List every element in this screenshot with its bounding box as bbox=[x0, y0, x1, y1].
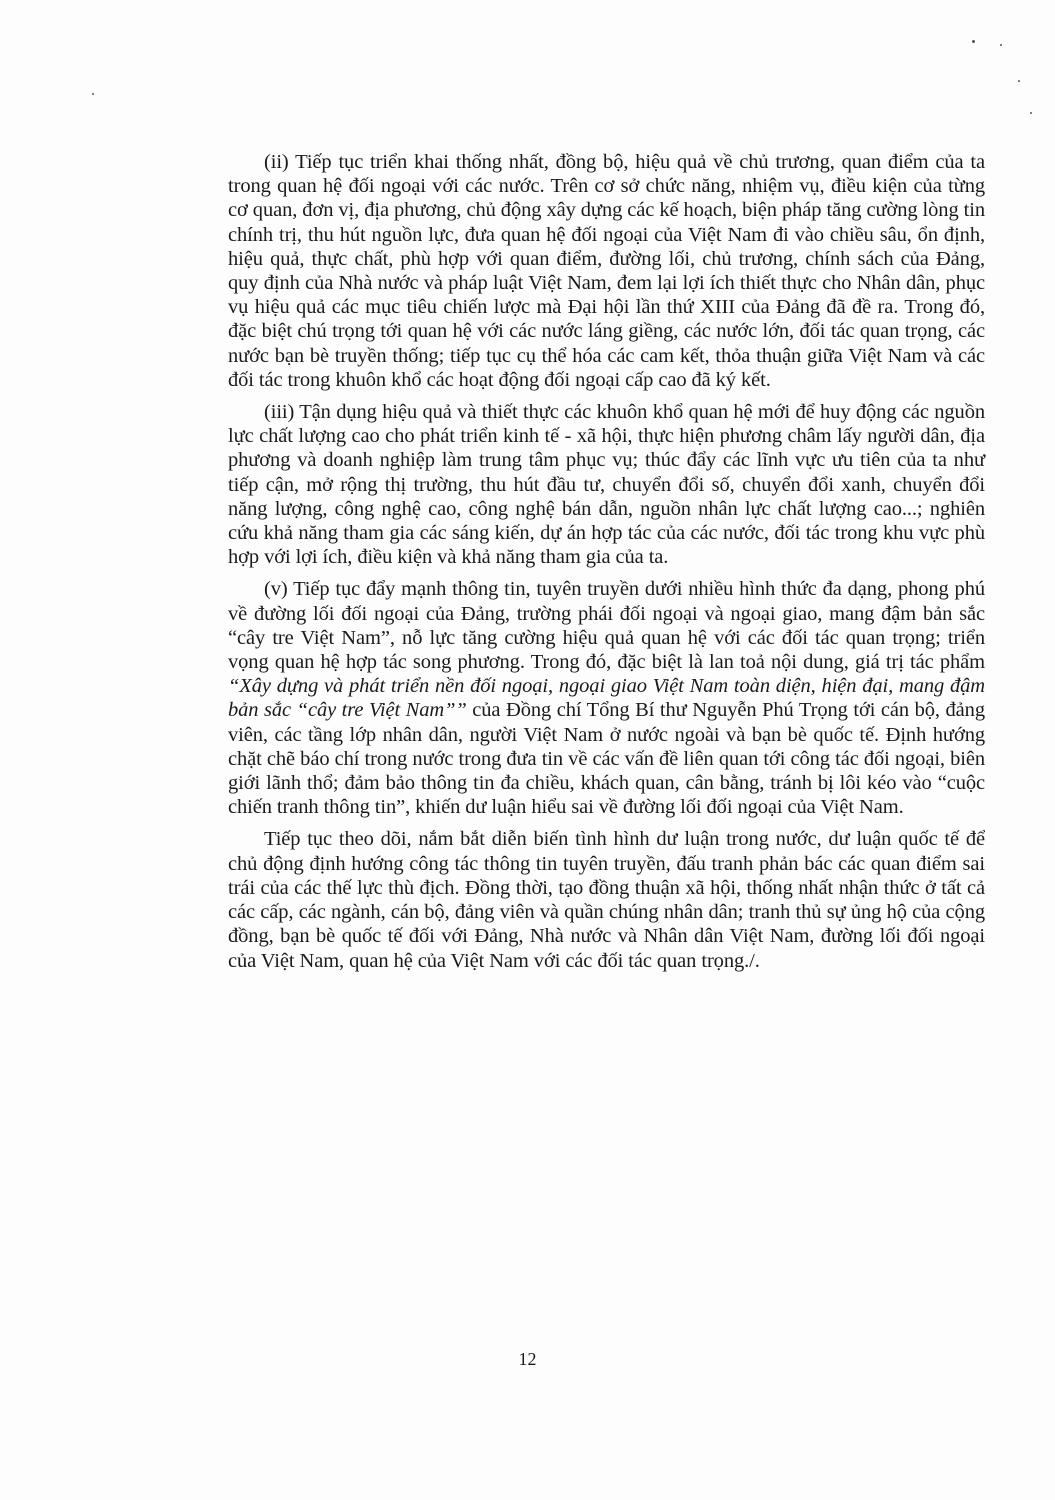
paragraph-ii: (ii) Tiếp tục triển khai thống nhất, đồng bộ, hiệu quả về chủ trương, quan điểm của ta trong quan hệ đối ngoại với các nước. Trên cơ sở chức năng, nhiệm vụ, điều kiện của từng cơ quan, đơn vị, địa phương, chủ động xây dựng các kế hoạch, biện pháp tăng cường lòng tin chính trị, thu hút nguồn lực, đưa quan hệ đối ngoại của Việt Nam đi vào chiều sâu, ổn định, hiệu quả, thực chất, phù hợp với quan điểm, đường lối, chủ trương, chính sách của Đảng, quy định của Nhà nước và pháp luật Việt Nam, đem lại lợi ích thiết thực cho Nhân dân, phục vụ hiệu quả các mục tiêu chiến lược mà Đại hội lần thứ XIII của Đảng đã đề ra. Trong đó, đặc biệt chú trọng tới quan hệ với các nước láng giềng, các nước lớn, đối tác quan trọng, các nước bạn bè truyền thống; tiếp tục cụ thể hóa các cam kết, thỏa thuận giữa Việt Nam và các đối tác trong khuôn khổ các hoạt động đối ngoại cấp cao đã ký kết. bbox=[228, 151, 985, 391]
paragraph-v bbox=[228, 577, 985, 819]
scan-speck bbox=[1018, 80, 1020, 82]
scan-speck bbox=[92, 93, 94, 95]
scan-speck bbox=[972, 40, 975, 43]
paragraph-v-text-end: của Đồng chí Tổng Bí thư Nguyễn Phú Trọng tới cán bộ, đảng viên, các tầng lớp nhân dân, người Việt Nam ở nước ngoài và bạn bè quốc tế. Định hướng chặt chẽ báo chí trong nước trong đưa tin về các vấn đề liên quan tới công tác đối ngoại, biên giới lãnh thổ; đảm bảo thông tin đa chiều, khách quan, cân bằng, tránh bị lôi kéo vào “cuộc chiến tranh thông tin”, khiến dư luận hiểu sai về đường lối đối ngoại của Việt Nam. bbox=[228, 699, 985, 819]
document-body bbox=[228, 150, 985, 981]
scan-speck bbox=[1030, 112, 1032, 114]
paragraph-final: Tiếp tục theo dõi, nắm bắt diễn biến tình hình dư luận trong nước, dư luận quốc tế để chủ động định hướng công tác thông tin tuyên truyền, đấu tranh phản bác các quan điểm sai trái của các thế lực thù địch. Đồng thời, tạo đồng thuận xã hội, thống nhất nhận thức ở tất cả các cấp, các ngành, cán bộ, đảng viên và quần chúng nhân dân; tranh thủ sự ủng hộ của cộng đồng, bạn bè quốc tế đối với Đảng, Nhà nước và Nhân dân Việt Nam, đường lối đối ngoại của Việt Nam, quan hệ của Việt Nam với các đối tác quan trọng./. bbox=[228, 828, 985, 972]
scan-speck bbox=[1000, 44, 1002, 46]
page-number: 12 bbox=[518, 1349, 537, 1369]
paragraph-iii: (iii) Tận dụng hiệu quả và thiết thực các khuôn khổ quan hệ mới để huy động các nguồn lực chất lượng cao cho phát triển kinh tế - xã hội, thực hiện phương châm lấy người dân, địa phương và doanh nghiệp làm trung tâm phục vụ; thúc đẩy các lĩnh vực ưu tiên của ta như tiếp cận, mở rộng thị trường, thu hút đầu tư, chuyển đổi số, chuyển đổi xanh, chuyển đổi năng lượng, công nghệ cao, công nghệ bán dẫn, nguồn nhân lực chất lượng cao...; nghiên cứu khả năng tham gia các sáng kiến, dự án hợp tác của các nước, đối tác trong khu vực phù hợp với lợi ích, điều kiện và khả năng tham gia của ta. bbox=[228, 401, 985, 569]
paragraph-v-text: (v) Tiếp tục đẩy mạnh thông tin, tuyên truyền dưới nhiều hình thức đa dạng, phong phú về đường lối đối ngoại của Đảng, trường phái đối ngoại và ngoại giao, mang đậm bản sắc “cây tre Việt Nam”, nỗ lực tăng cường hiệu quả quan hệ với các đối tác quan trọng; triển vọng quan hệ hợp tác song phương. Trong đó, đặc biệt là lan toả nội dung, giá trị tác phẩm bbox=[228, 578, 985, 674]
book-title-italic: “Xây dựng và phát triển nền đối ngoại, ngoại giao Việt Nam toàn diện, hiện đại, mang đậm bản sắc “cây tre Việt Nam”” bbox=[228, 675, 985, 722]
